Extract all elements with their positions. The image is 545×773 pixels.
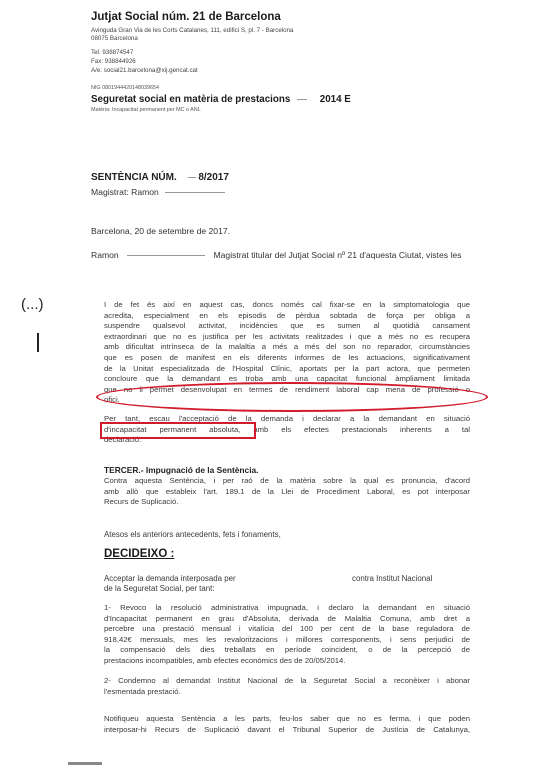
- paragraph-line: Per tant, escau l'acceptació de la demanda i declarar a la demandant en situació: [104, 414, 470, 423]
- red-box-annotation: [100, 422, 256, 439]
- court-address-line-2: 08075 Barcelona: [91, 35, 138, 42]
- paragraph-line: extraordinari que no es justifica per les activitats realitzades i que a més no es recupera: [104, 331, 470, 341]
- decision-item-2: [104, 676, 470, 697]
- vertical-bar-mark: [37, 333, 39, 352]
- redaction: [165, 192, 225, 193]
- paragraph-line: I de fet és així en aquest cas, doncs només cal fixar-se en la simptomatologia que: [104, 300, 470, 309]
- paragraph-line: 2- Condemno al demandat Institut Nacional de la Seguretat Social a reconèixer i abonar: [104, 676, 470, 685]
- court-phone: Tel. 938874547: [91, 49, 134, 56]
- redaction: [127, 255, 205, 256]
- redaction: [297, 99, 307, 100]
- paragraph-line: Contra aquesta Sentència, i per raó de la matèria sobre la qual es pronuncia, d'acord: [104, 476, 470, 485]
- intro-line: [91, 250, 461, 260]
- highlighted-phrase: d'incapacitat permanent absoluta,: [104, 424, 241, 434]
- paragraph-line: la compensació dels dies treballats en període coincident, o de la percepció de: [104, 645, 470, 655]
- decideixo-heading: DECIDEIXO :: [104, 548, 175, 560]
- case-matter: Matèria: Incapacitat permanent per MC o ANL: [91, 107, 201, 113]
- antecedents-line: Atesos els anteriors antecedents, fets i fonaments,: [104, 530, 281, 539]
- accept-line: [104, 574, 432, 583]
- decision-item-1: [104, 603, 470, 667]
- tercer-heading: TERCER.- Impugnació de la Sentència.: [104, 465, 259, 475]
- paragraph-line: interposar-hi Recurs de Suplicació davant el Tribunal Superior de Justícia de Catalunya,: [104, 724, 470, 734]
- court-fax: Fax: 938844926: [91, 58, 136, 65]
- magistrate-line: [91, 187, 225, 197]
- court-name: Jutjat Social núm. 21 de Barcelona: [91, 11, 281, 23]
- paragraph-line: acredita, especialment en els episodis de pèrdua sobtada de força per obliga a: [104, 310, 470, 320]
- court-email: A/e: social21.barcelona@xij.gencat.cat: [91, 67, 198, 74]
- paragraph-line: ofici.: [104, 395, 120, 405]
- red-ellipse-annotation: [96, 382, 488, 412]
- paragraph-line: declaració.: [104, 435, 142, 445]
- sentence-number: 8/2017: [198, 172, 229, 183]
- notification-paragraph: [104, 714, 470, 735]
- paragraph-line: de la Unitat especialitzada de l'Hospital Clínic, aportats per la part actora, que permeten: [104, 363, 470, 373]
- page-bottom-mark: [68, 762, 102, 765]
- paragraph-line: l'esmentada prestació.: [104, 686, 181, 696]
- paragraph-line: Notifiqueu aquesta Sentència a les parts, feu-los saber que no es ferma, i que poden: [104, 714, 470, 723]
- court-address-line-1: Avinguda Gran Via de les Corts Catalanes, 111, edifici S, pl. 7 - Barcelona: [91, 27, 294, 34]
- ellipsis-mark: (...): [21, 296, 44, 313]
- paragraph-line: percebre una prestació mensual i vitalícia del 100 per cent de la base reguladora de: [104, 624, 470, 634]
- case-number: 2014 E: [319, 94, 351, 105]
- paragraph-line: 918,42€ mensuals, mes les revaloritzacions i millores corresponents, i sens perjudici de: [104, 634, 470, 644]
- accept-text: Acceptar la demanda interposada per: [104, 574, 236, 583]
- paragraph-line: que es posen de manifest en els diferents informes de les actuacions, significativament: [104, 352, 470, 362]
- paragraph-line: 1- Revoco la resolució administrativa impugnada, i declaro la demandant en situació: [104, 603, 470, 612]
- paragraph-line: suspendre qualsevol activitat, incidències que es sumen al quotidià cansament: [104, 321, 470, 331]
- magistrate-label: Magistrat: Ramon: [91, 187, 159, 197]
- redaction: [188, 177, 196, 178]
- paragraph-line-rest: amb els efectes prestacionals inherents a tal: [240, 424, 470, 434]
- intro-name: Ramon: [91, 250, 119, 260]
- date-line: Barcelona, 20 de setembre de 2017.: [91, 226, 231, 236]
- paragraph-line: Recurs de Suplicació.: [104, 497, 179, 507]
- nig-number: NIG 0801944420148039654: [91, 85, 160, 91]
- paragraph-line: concloure que la demandant es troba amb una capacitat funcional àmpliament limitada: [104, 374, 470, 384]
- sentence-title-label: SENTÈNCIA NÚM.: [91, 172, 177, 183]
- intro-rest: Magistrat titular del Jutjat Social nº 21 d'aquesta Ciutat, vistes les: [213, 250, 462, 260]
- paragraph-line: amb allò que estableix l'art. 189.1 de la Llei de Procediment Laboral, es pot interposar: [104, 486, 470, 496]
- paragraph-line: d'Incapacitat permanent en grau d'Absoluta, derivada de Malaltia Comuna, amb dret a: [104, 613, 470, 623]
- accept-line-2: de la Seguretat Social, per tant:: [104, 584, 215, 593]
- accept-against: contra Institut Nacional: [352, 574, 433, 583]
- sentence-title: [91, 172, 229, 183]
- case-subject: [91, 94, 351, 105]
- case-subject-text: Seguretat social en matèria de prestacions: [91, 94, 291, 105]
- paragraph-line: que no li permet desenvolupat en termes de rendiment laboral cap mena de professió o: [104, 384, 470, 394]
- tercer-paragraph: [104, 476, 470, 508]
- paragraph-line: amb dificultat intrínseca de la malaltia a més a més del son no reparador, circumstàncies: [104, 342, 470, 352]
- paragraph-line: prestacions incompatibles, amb efectes econòmics des de 20/05/2014.: [104, 655, 346, 665]
